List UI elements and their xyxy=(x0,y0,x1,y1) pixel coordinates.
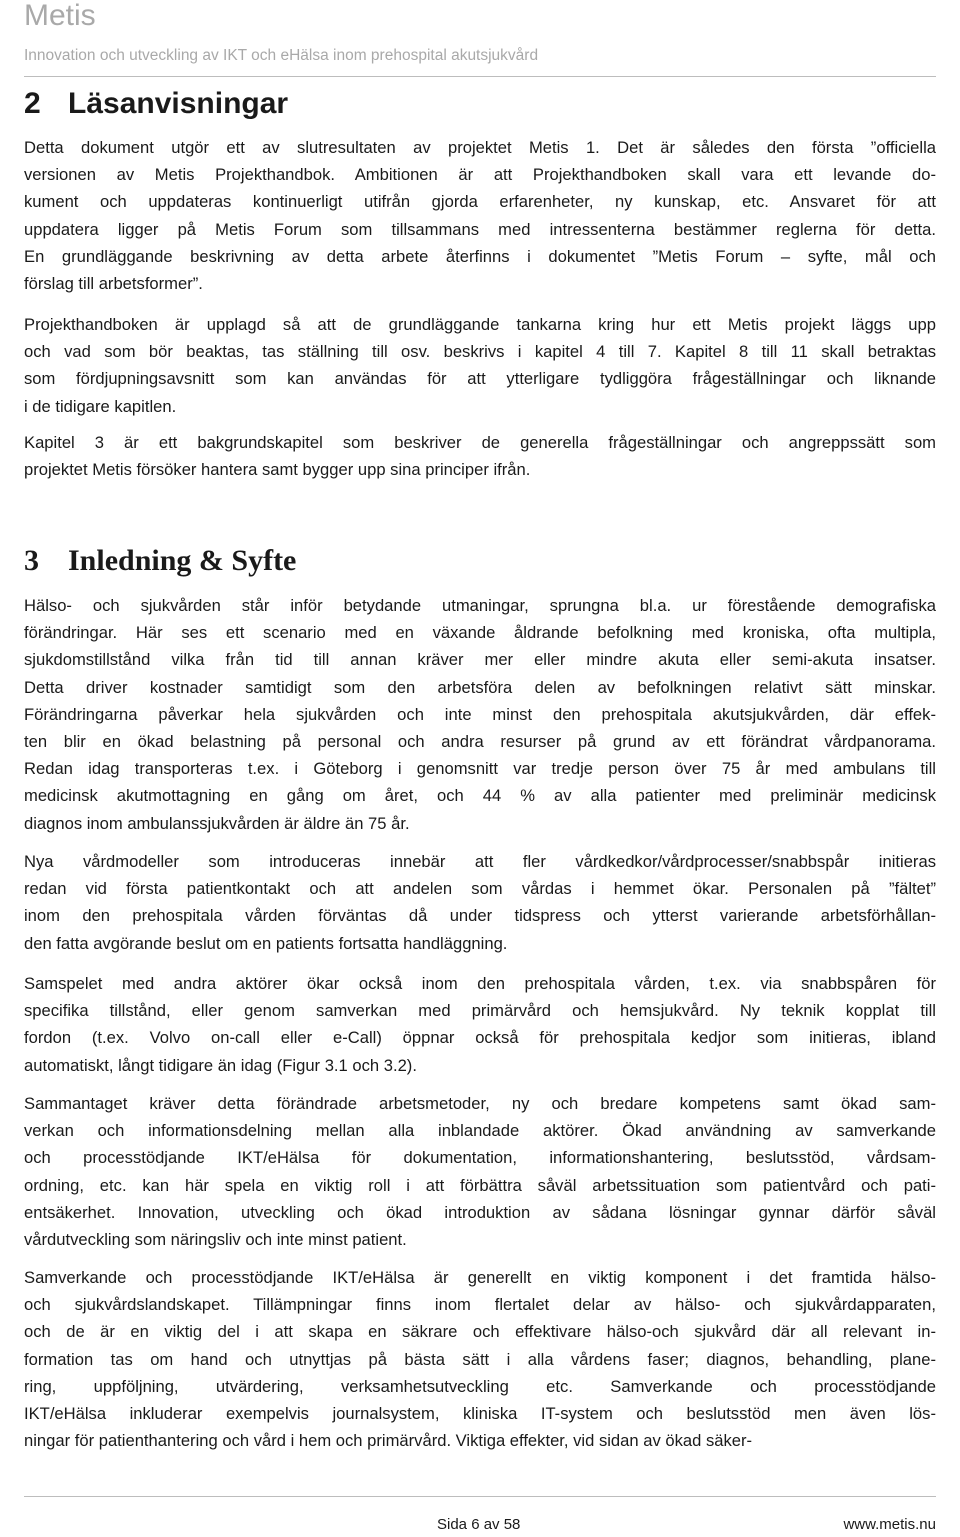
text-line: redan vid första patientkontakt och att andelen som vårdas i hemmet ökar. Personalen på ”fältet” xyxy=(24,879,936,899)
text-line: IKT/eHälsa inkluderar exempelvis journalsystem, kliniska IT-system och beslutsstöd men även lös- xyxy=(24,1404,936,1424)
text-line: fordon (t.ex. Volvo on-call eller e-Call) öppnar också för prehospitala kedjor som initieras, ibland xyxy=(24,1028,936,1048)
text-line: Redan idag transporteras t.ex. i Göteborg i genomsnitt var tredje person över 75 år med ambulans till xyxy=(24,759,936,779)
text-line: inom den prehospitala vården förväntas då under tidspress och ytterst varierande arbetsförhållan- xyxy=(24,906,936,926)
text-line: som fördjupningsavsnitt som kan användas för att ytterligare tydliggöra frågeställningar och liknande xyxy=(24,369,936,389)
text-line: uppdatera ligger på Metis Forum som tillsammans med intressenterna bestämmer reglerna för detta. xyxy=(24,219,936,239)
section-number: 2 xyxy=(24,87,41,120)
footer-divider xyxy=(24,1496,936,1497)
text-line: Detta driver kostnader samtidigt som den arbetsföra delen av befolkningen relativt sätt minskar. xyxy=(24,677,936,697)
text-line: vårdutveckling som näringsliv och inte minst patient. xyxy=(24,1230,407,1250)
text-line: ningar för patienthantering och vård i hem och primärvård. Viktiga effekter, vid sidan av ökad säker- xyxy=(24,1431,753,1451)
text-line: verkan och informationsdelning mellan alla inblandade aktörer. Ökad användning av samverkande xyxy=(24,1121,936,1141)
text-line: och sjukvårdslandskapet. Tillämpningar finns inom flertalet delar av hälso- och sjukvårdapparaten, xyxy=(24,1295,936,1315)
paragraph xyxy=(24,848,936,957)
section-heading-2 xyxy=(24,86,288,122)
text-line: Samverkande och processtödjande IKT/eHälsa är generellt en viktig komponent i det framtida hälso- xyxy=(24,1268,936,1287)
text-line: och processtödjande IKT/eHälsa för dokumentation, informationshantering, beslutsstöd, vårdsam- xyxy=(24,1148,936,1168)
header-divider xyxy=(24,76,936,77)
text-line: formation tas om hand och utnyttjas på bästa sätt i alla vårdens faser; diagnos, behandling, planе- xyxy=(24,1349,936,1369)
text-line: Projekthandboken är upplagd så att de grundläggande tankarna kring hur ett Metis projekt läggs upp xyxy=(24,315,936,334)
paragraph xyxy=(24,970,936,1079)
paragraph xyxy=(24,311,936,420)
text-line: automatiskt, långt tidigare än idag (Figur 3.1 och 3.2). xyxy=(24,1055,417,1075)
text-line: entsäkerhet. Innovation, utveckling och ökad introduktion av sådana lösningar gynnar därför såväl xyxy=(24,1202,936,1222)
text-line: Hälso- och sjukvården står inför betydande utmaningar, sprungna bl.a. ur förestående demografiska xyxy=(24,596,936,615)
text-line: ten blir en ökad belastning på personal och andra resurser på grund av ett förändrat vårdpanorama. xyxy=(24,732,936,752)
text-line: versionen av Metis Projekthandbok. Ambitionen är att Projekthandboken skall vara ett levande do- xyxy=(24,165,936,185)
text-line: En grundläggande beskrivning av detta arbete återfinns i dokumentet ”Metis Forum – syfte, mål och xyxy=(24,246,936,266)
text-line: sjukdomstillstånd vilka från tid till annan kräver mer eller mindre akuta eller semi-akuta insatser. xyxy=(24,650,936,670)
text-line: projektet Metis försöker hantera samt bygger upp sina principer ifrån. xyxy=(24,460,531,480)
paragraph xyxy=(24,134,936,297)
section-title: Läsanvisningar xyxy=(68,87,289,120)
text-line: och vad som bör beaktas, tas ställning till osv. beskrivs i kapitel 4 till 7. Kapitel 8 till 11 skall betraktas xyxy=(24,342,936,362)
text-line: Kapitel 3 är ett bakgrundskapitel som beskriver de generella frågeställningar och angreppssätt som xyxy=(24,433,936,452)
header-subtitle: Innovation och utveckling av IKT och eHälsa inom prehospital akutsjukvård xyxy=(24,47,539,64)
text-line: i de tidigare kapitlen. xyxy=(24,396,177,416)
paragraph xyxy=(24,1090,936,1253)
page-header xyxy=(24,0,936,66)
section-number: 3 xyxy=(24,544,39,577)
paragraph xyxy=(24,429,936,483)
text-line: förslag till arbetsformer”. xyxy=(24,274,203,294)
text-line: medicinsk akutmottagning en gång om året, och 44 % av alla patienter med preliminär medicinsk xyxy=(24,786,936,806)
brand-title: Metis xyxy=(24,0,96,32)
text-line: kument och uppdateras kontinuerligt utifrån gjorda erfarenheter, ny kunskap, etc. Ansvaret för att xyxy=(24,192,936,212)
text-line: Detta dokument utgör ett av slutresultaten av projektet Metis 1. Det är således den första ”officiella xyxy=(24,138,936,157)
text-line: Samspelet med andra aktörer ökar också inom den prehospitala vården, t.ex. via snabbspåren för xyxy=(24,974,936,993)
text-line: Förändringarna påverkar hela sjukvården och inte minst den prehospitala akutsjukvården, där effek- xyxy=(24,704,936,724)
paragraph xyxy=(24,592,936,837)
text-line: ring, uppföljning, utvärdering, verksamhetsutveckling etc. Samverkande och processtödjande xyxy=(24,1376,936,1396)
text-line: förändringar. Här ses ett scenario med en växande åldrande befolkning med kroniska, ofta multipla, xyxy=(24,623,936,643)
section-title: Inledning & Syfte xyxy=(68,544,297,577)
text-line: Sammantaget kräver detta förändrade arbetsmetoder, ny och bredare kompetens samt ökad sam- xyxy=(24,1094,936,1113)
paragraph xyxy=(24,1264,936,1454)
text-line: den fatta avgörande beslut om en patients fortsatta handläggning. xyxy=(24,933,508,953)
page-number: Sida 6 av 58 xyxy=(437,1516,521,1533)
section-heading-3 xyxy=(24,543,296,579)
text-line: diagnos inom ambulanssjukvården är äldre än 75 år. xyxy=(24,813,410,833)
text-line: Nya vårdmodeller som introduceras innebär att fler vårdkedkor/vårdprocesser/snabbspår initieras xyxy=(24,852,936,871)
text-line: specifika tillstånd, eller genom samverkan med primärvård och hemsjukvård. Ny teknik kopplat till xyxy=(24,1001,936,1021)
footer-url: www.metis.nu xyxy=(843,1516,936,1533)
text-line: och de är en viktig del i att skapa en säkrare och effektivare hälso-och sjukvård där all relevant in- xyxy=(24,1322,936,1342)
text-line: ordning, etc. kan här spela en viktig roll i att förbättra såväl arbetssituation som patientvård och pati- xyxy=(24,1175,936,1195)
